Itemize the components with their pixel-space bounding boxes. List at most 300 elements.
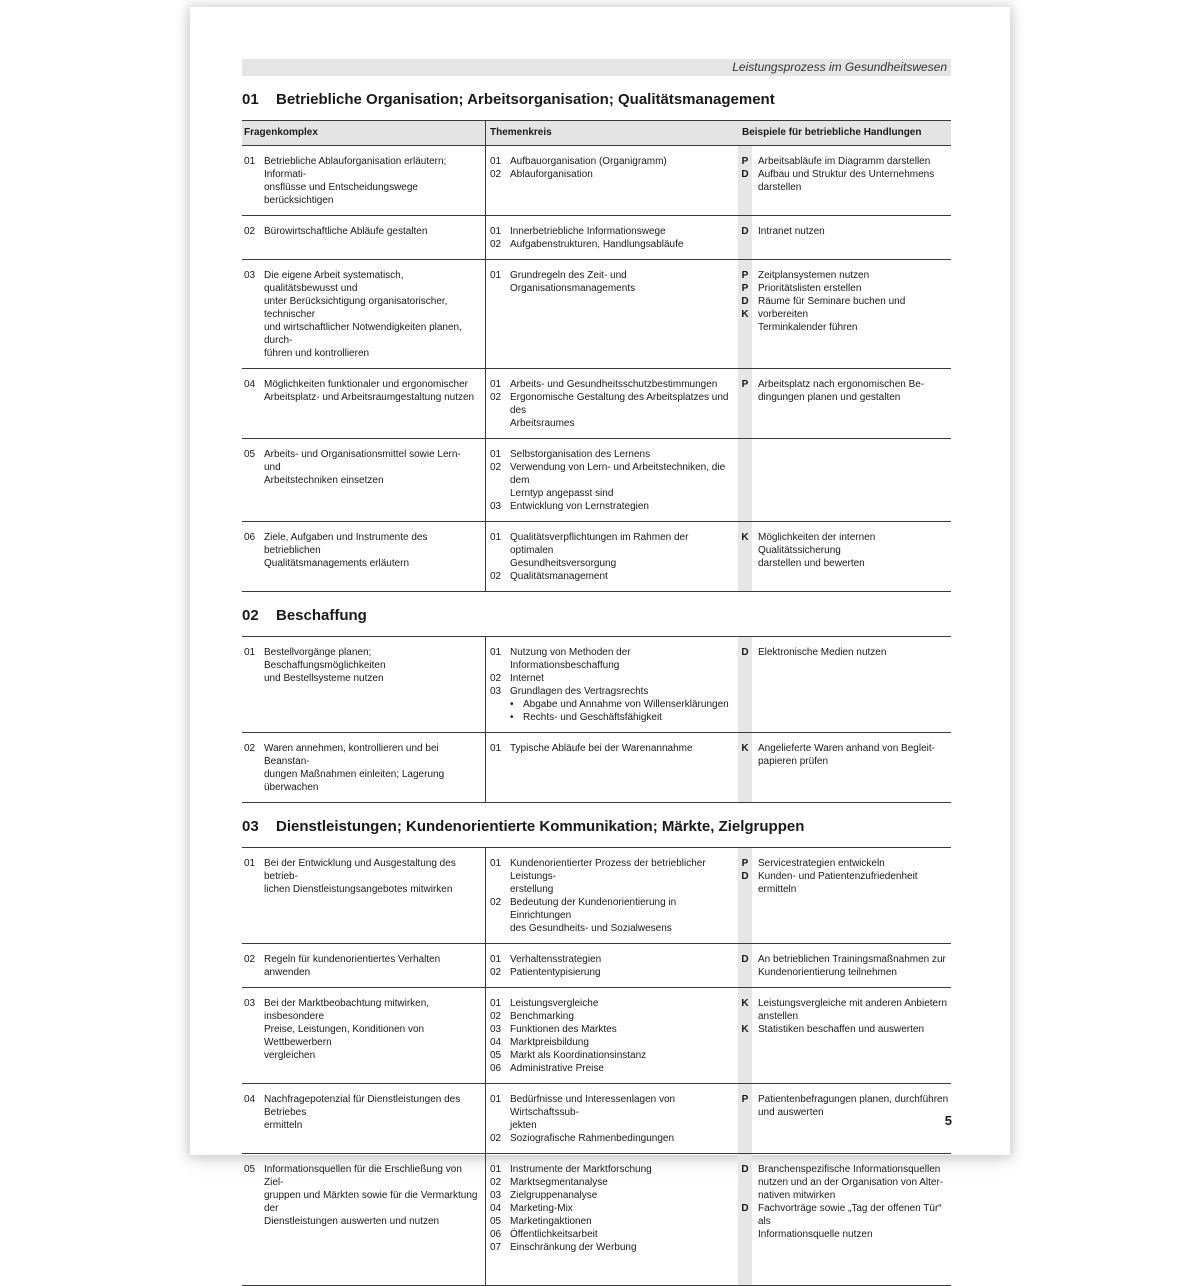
- themenkreis-cell: [485, 733, 738, 802]
- question-line: [244, 1163, 479, 1189]
- document-page: [190, 7, 1010, 1253]
- example-line: Kunden- und Patientenzufriedenheit ermitteln: [758, 871, 918, 895]
- question-number: 06: [244, 532, 256, 543]
- example-line: Terminkalender führen: [758, 322, 858, 333]
- table-row: [242, 637, 951, 733]
- fragenkomplex-cell: [242, 637, 485, 732]
- question-line: [244, 557, 479, 570]
- theme-text: jekten: [510, 1120, 537, 1131]
- column-themenkreis: Themenkreis: [485, 121, 738, 145]
- theme-text: Verhaltensstrategien: [510, 954, 602, 965]
- theme-number: 02: [490, 392, 502, 403]
- table-row: [242, 146, 951, 216]
- theme-bullet: [490, 698, 734, 711]
- question-number: 03: [244, 270, 256, 281]
- themenkreis-cell: [485, 637, 738, 732]
- theme-line: [490, 378, 734, 391]
- theme-text: Gesundheitsversorgung: [510, 558, 617, 569]
- question-line: [244, 295, 479, 321]
- table-row: [242, 1154, 951, 1286]
- theme-text: Patiententypisierung: [510, 967, 601, 978]
- theme-number: 03: [490, 1024, 502, 1035]
- theme-number: [490, 487, 510, 500]
- theme-line: [490, 487, 734, 500]
- question-text: Bürowirtschaftliche Abläufe gestalten: [264, 226, 428, 237]
- action-type-tag: P: [741, 1094, 749, 1105]
- example-line: anstellen: [758, 1011, 799, 1022]
- table-column-header: [242, 120, 951, 146]
- section-title: [242, 817, 951, 837]
- theme-line: [490, 742, 734, 755]
- action-type-tag: D: [741, 871, 749, 882]
- question-line: [244, 646, 479, 672]
- question-number: [244, 1215, 264, 1228]
- question-text: vergleichen: [264, 1050, 316, 1061]
- table-row: [242, 216, 951, 260]
- question-line: [244, 672, 479, 685]
- theme-line: [490, 1189, 734, 1202]
- theme-text: Kundenorientierter Prozess der betrieblicher Leistungs-: [510, 858, 706, 882]
- question-text: Preise, Leistungen, Konditionen von Wettbewerbern: [264, 1024, 425, 1048]
- bullet-text: Rechts- und Geschäftsfähigkeit: [523, 712, 662, 723]
- question-line: [244, 181, 479, 207]
- theme-text: Aufgabenstrukturen, Handlungsabläufe: [510, 239, 684, 250]
- example-line: Möglichkeiten der internen Qualitätssicherung: [758, 532, 876, 556]
- theme-number: 01: [490, 532, 502, 543]
- beispiele-cell: [752, 637, 951, 732]
- question-line: [244, 225, 479, 238]
- theme-line: [490, 1036, 734, 1049]
- theme-text: Internet: [510, 673, 544, 684]
- question-line: [244, 857, 479, 883]
- theme-number: 01: [490, 449, 502, 460]
- action-type-cell: [738, 988, 752, 1083]
- action-type-tag: D: [741, 169, 749, 180]
- theme-text: Funktionen des Marktes: [510, 1024, 617, 1035]
- theme-number: 03: [490, 1190, 502, 1201]
- theme-number: 02: [490, 462, 502, 473]
- table-row: [242, 988, 951, 1084]
- theme-number: 07: [490, 1242, 502, 1253]
- example-line: Patientenbefragungen planen, durchführen: [758, 1094, 949, 1105]
- action-type-tag: P: [741, 858, 749, 869]
- theme-number: 02: [490, 1133, 502, 1144]
- question-number: 05: [244, 449, 256, 460]
- theme-line: [490, 1215, 734, 1228]
- column-beispiele: Beispiele für betriebliche Handlungen: [742, 127, 922, 138]
- question-number: 02: [244, 954, 256, 965]
- theme-line: [490, 448, 734, 461]
- action-type-cell: [738, 1154, 752, 1285]
- question-number: [244, 672, 264, 685]
- theme-line: [490, 417, 734, 430]
- fragenkomplex-cell: [242, 439, 485, 521]
- theme-number: 02: [490, 673, 502, 684]
- theme-text: Entwicklung von Lernstrategien: [510, 501, 649, 512]
- question-line: [244, 1049, 479, 1062]
- question-number: [244, 1023, 264, 1049]
- action-type-cell: [738, 439, 752, 521]
- section-heading: Betriebliche Organisation; Arbeitsorganisation; Qualitätsmanagement: [276, 91, 775, 108]
- theme-line: [490, 857, 734, 883]
- fragenkomplex-cell: [242, 216, 485, 259]
- action-type-cell: [738, 260, 752, 368]
- theme-number: 04: [490, 1037, 502, 1048]
- question-text: lichen Dienstleistungsangebotes mitwirken: [264, 884, 453, 895]
- question-text: Regeln für kundenorientiertes Verhalten anwenden: [264, 954, 441, 978]
- theme-number: 01: [490, 379, 502, 390]
- themenkreis-cell: [485, 260, 738, 368]
- action-type-tag: [738, 1189, 752, 1202]
- theme-line: [490, 531, 734, 557]
- question-number: [244, 557, 264, 570]
- theme-number: 01: [490, 647, 502, 658]
- question-text: führen und kontrollieren: [264, 348, 370, 359]
- theme-text: Selbstorganisation des Lernens: [510, 449, 651, 460]
- question-number: 05: [244, 1164, 256, 1175]
- fragenkomplex-cell: [242, 1084, 485, 1153]
- theme-text: Ergonomische Gestaltung des Arbeitsplatzes und des: [510, 392, 729, 416]
- beispiele-cell: [752, 146, 951, 215]
- action-type-cell: [738, 369, 752, 438]
- theme-line: [490, 570, 734, 583]
- bullet-icon: •: [510, 699, 514, 710]
- question-line: [244, 378, 479, 391]
- theme-line: [490, 461, 734, 487]
- theme-text: Einschränkung der Werbung: [510, 1242, 637, 1253]
- theme-text: Typische Abläufe bei der Warenannahme: [510, 743, 693, 754]
- action-type-tag: [738, 755, 752, 768]
- question-number: [244, 391, 264, 404]
- table-row: [242, 439, 951, 522]
- action-type-cell: [738, 522, 752, 591]
- theme-line: [490, 672, 734, 685]
- example-line: Fachvorträge sowie „Tag der offenen Tür“ als: [758, 1203, 942, 1227]
- fragenkomplex-cell: [242, 369, 485, 438]
- question-line: [244, 448, 479, 474]
- question-number: [244, 181, 264, 207]
- question-text: onsflüsse und Entscheidungswege berücksichtigen: [264, 182, 418, 206]
- question-line: [244, 1023, 479, 1049]
- question-line: [244, 1189, 479, 1215]
- theme-line: [490, 966, 734, 979]
- beispiele-cell: [752, 848, 951, 943]
- theme-text: Benchmarking: [510, 1011, 574, 1022]
- question-text: Qualitätsmanagements erläutern: [264, 558, 410, 569]
- question-text: Bei der Marktbeobachtung mitwirken, insbesondere: [264, 998, 430, 1022]
- fragenkomplex-cell: [242, 988, 485, 1083]
- themenkreis-cell: [485, 1084, 738, 1153]
- question-text: dungen Maßnahmen einleiten; Lagerung überwachen: [264, 769, 445, 793]
- question-line: [244, 997, 479, 1023]
- section-table: [242, 146, 951, 592]
- theme-number: 02: [490, 1177, 502, 1188]
- theme-line: [490, 1241, 734, 1254]
- example-line: Statistiken beschaffen und auswerten: [758, 1024, 925, 1035]
- action-type-tag: K: [741, 532, 749, 543]
- action-type-tag: K: [741, 1024, 749, 1035]
- beispiele-cell: [752, 369, 951, 438]
- theme-text: Qualitätsmanagement: [510, 571, 608, 582]
- action-type-tag: D: [741, 226, 749, 237]
- theme-text: Aufbauorganisation (Organigramm): [510, 156, 667, 167]
- action-type-tag: P: [741, 379, 749, 390]
- theme-text: erstellung: [510, 884, 554, 895]
- example-line: Arbeitsabläufe im Diagramm darstellen: [758, 156, 931, 167]
- example-line: Branchenspezifische Informationsquellen: [758, 1164, 941, 1175]
- action-type-cell: [738, 1084, 752, 1153]
- section-heading: Beschaffung: [276, 607, 367, 624]
- page-content: [242, 59, 951, 1286]
- theme-text: Marketingaktionen: [510, 1216, 592, 1227]
- action-type-tag: [738, 1215, 752, 1228]
- fragenkomplex-cell: [242, 522, 485, 591]
- themenkreis-cell: [485, 848, 738, 943]
- theme-number: 01: [490, 156, 502, 167]
- beispiele-cell: [752, 988, 951, 1083]
- question-number: 03: [244, 998, 256, 1009]
- table-row: [242, 944, 951, 988]
- question-line: [244, 768, 479, 794]
- theme-text: Zielgruppenanalyse: [510, 1190, 598, 1201]
- theme-line: [490, 1202, 734, 1215]
- theme-number: [490, 883, 510, 896]
- beispiele-cell: [752, 944, 951, 987]
- beispiele-cell: [752, 260, 951, 368]
- question-text: Nachfragepotenzial für Dienstleistungen des Betriebes: [264, 1094, 461, 1118]
- question-text: unter Berücksichtigung organisatorischer, technischer: [264, 296, 448, 320]
- theme-number: 04: [490, 1203, 502, 1214]
- question-line: [244, 269, 479, 295]
- theme-number: 02: [490, 897, 502, 908]
- action-type-tag: D: [741, 296, 749, 307]
- theme-number: 01: [490, 1094, 502, 1105]
- question-number: 02: [244, 743, 256, 754]
- theme-line: [490, 557, 734, 570]
- theme-text: Ablauforganisation: [510, 169, 593, 180]
- theme-text: Qualitätsverpflichtungen im Rahmen der optimalen: [510, 532, 689, 556]
- action-type-tag: P: [741, 270, 749, 281]
- question-text: Informationsquellen für die Erschließung von Ziel-: [264, 1164, 462, 1188]
- question-text: Dienstleistungen auswerten und nutzen: [264, 1216, 440, 1227]
- question-line: [244, 474, 479, 487]
- question-text: Waren annehmen, kontrollieren und bei Beanstan-: [264, 743, 439, 767]
- theme-text: Lerntyp angepasst sind: [510, 488, 614, 499]
- question-text: Möglichkeiten funktionaler und ergonomischer: [264, 379, 469, 390]
- example-line: papieren prüfen: [758, 756, 829, 767]
- beispiele-cell: [752, 439, 951, 521]
- question-number: 01: [244, 858, 256, 869]
- section-number: 03: [242, 818, 259, 835]
- section-number: 01: [242, 91, 259, 108]
- action-type-cell: [738, 146, 752, 215]
- question-text: Bestellvorgänge planen; Beschaffungsmöglichkeiten: [264, 647, 386, 671]
- bullet-text: Abgabe und Annahme von Willenserklärungen: [523, 699, 729, 710]
- table-row: [242, 1084, 951, 1154]
- question-number: 01: [244, 647, 256, 658]
- action-type-tag: K: [741, 309, 749, 320]
- theme-line: [490, 168, 734, 181]
- theme-number: [490, 922, 510, 935]
- question-number: [244, 1119, 264, 1132]
- question-number: [244, 1189, 264, 1215]
- action-type-tag: [738, 544, 752, 557]
- theme-line: [490, 269, 734, 295]
- theme-line: [490, 896, 734, 922]
- action-type-tag: [738, 391, 752, 404]
- question-text: und wirtschaftlicher Notwendigkeiten planen, durch-: [264, 322, 462, 346]
- action-type-tag: [738, 1176, 752, 1189]
- fragenkomplex-cell: [242, 260, 485, 368]
- action-type-tag: [738, 1106, 752, 1119]
- action-type-cell: [738, 944, 752, 987]
- question-line: [244, 1215, 479, 1228]
- theme-number: 02: [490, 169, 502, 180]
- table-row: [242, 522, 951, 592]
- question-number: 04: [244, 1094, 256, 1105]
- example-line: An betrieblichen Trainingsmaßnahmen zur: [758, 954, 946, 965]
- theme-line: [490, 1023, 734, 1036]
- question-line: [244, 347, 479, 360]
- theme-number: 02: [490, 571, 502, 582]
- action-type-cell: [738, 637, 752, 732]
- theme-number: 06: [490, 1229, 502, 1240]
- theme-text: Administrative Preise: [510, 1063, 604, 1074]
- section-table: [242, 847, 951, 1286]
- theme-number: 02: [490, 1011, 502, 1022]
- theme-line: [490, 685, 734, 698]
- example-line: darstellen: [758, 182, 802, 193]
- question-text: Betriebliche Ablauforganisation erläutern; Informati-: [264, 156, 447, 180]
- question-text: ermitteln: [264, 1120, 303, 1131]
- theme-text: Grundregeln des Zeit- und Organisationsmanagements: [510, 270, 636, 294]
- themenkreis-cell: [485, 522, 738, 591]
- theme-bullet: [490, 711, 734, 724]
- theme-number: [490, 557, 510, 570]
- themenkreis-cell: [485, 369, 738, 438]
- theme-line: [490, 646, 734, 672]
- section-number: 02: [242, 607, 259, 624]
- theme-line: [490, 1228, 734, 1241]
- fragenkomplex-cell: [242, 1154, 485, 1285]
- action-type-tag: D: [741, 647, 749, 658]
- table-row: [242, 260, 951, 369]
- example-line: Elektronische Medien nutzen: [758, 647, 887, 658]
- theme-line: [490, 1062, 734, 1075]
- beispiele-cell: [752, 522, 951, 591]
- theme-number: 01: [490, 270, 502, 281]
- theme-number: 03: [490, 501, 502, 512]
- question-text: Ziele, Aufgaben und Instrumente des betrieblichen: [264, 532, 428, 556]
- theme-line: [490, 155, 734, 168]
- theme-number: [490, 1119, 510, 1132]
- theme-line: [490, 1049, 734, 1062]
- action-type-tag: [738, 966, 752, 979]
- action-type-tag: D: [741, 1203, 749, 1214]
- table-row: [242, 369, 951, 439]
- action-type-cell: [738, 848, 752, 943]
- action-type-tag: P: [741, 156, 749, 167]
- question-number: [244, 347, 264, 360]
- question-number: [244, 321, 264, 347]
- theme-text: Marktpreisbildung: [510, 1037, 589, 1048]
- example-line: dingungen planen und gestalten: [758, 392, 901, 403]
- action-type-tag: D: [741, 1164, 749, 1175]
- theme-number: 03: [490, 686, 502, 697]
- theme-line: [490, 500, 734, 513]
- theme-text: Öffentlichkeitsarbeit: [510, 1229, 598, 1240]
- example-line: Prioritätslisten erstellen: [758, 283, 862, 294]
- question-text: Arbeitsplatz- und Arbeitsraumgestaltung nutzen: [264, 392, 475, 403]
- section-heading: Dienstleistungen; Kundenorientierte Kommunikation; Märkte, Zielgruppen: [276, 818, 805, 835]
- themenkreis-cell: [485, 988, 738, 1083]
- theme-line: [490, 883, 734, 896]
- theme-text: Soziografische Rahmenbedingungen: [510, 1133, 675, 1144]
- theme-line: [490, 922, 734, 935]
- example-line: Kundenorientierung teilnehmen: [758, 967, 897, 978]
- fragenkomplex-cell: [242, 944, 485, 987]
- fragenkomplex-cell: [242, 146, 485, 215]
- action-type-tag: P: [741, 283, 749, 294]
- question-text: Arbeits- und Organisationsmittel sowie Lern- und: [264, 449, 461, 473]
- themenkreis-cell: [485, 216, 738, 259]
- theme-number: 05: [490, 1050, 502, 1061]
- theme-text: Bedeutung der Kundenorientierung in Einrichtungen: [510, 897, 677, 921]
- action-type-cell: [738, 216, 752, 259]
- theme-line: [490, 1163, 734, 1176]
- question-number: 01: [244, 156, 256, 167]
- theme-text: Instrumente der Marktforschung: [510, 1164, 652, 1175]
- column-fragenkomplex: Fragenkomplex: [244, 127, 318, 138]
- theme-line: [490, 997, 734, 1010]
- question-line: [244, 742, 479, 768]
- theme-text: des Gesundheits- und Sozialwesens: [510, 923, 672, 934]
- question-line: [244, 953, 479, 979]
- table-row: [242, 848, 951, 944]
- question-line: [244, 321, 479, 347]
- theme-text: Marketing-Mix: [510, 1203, 573, 1214]
- example-line: Leistungsvergleiche mit anderen Anbietern: [758, 998, 948, 1009]
- theme-line: [490, 1176, 734, 1189]
- theme-text: Marktsegmentanalyse: [510, 1177, 608, 1188]
- question-text: und Bestellsysteme nutzen: [264, 673, 384, 684]
- example-line: Aufbau und Struktur des Unternehmens: [758, 169, 935, 180]
- section-title: [242, 606, 951, 626]
- themenkreis-cell: [485, 439, 738, 521]
- example-line: Servicestrategien entwickeln: [758, 858, 885, 869]
- action-type-tag: K: [741, 998, 749, 1009]
- question-text: Die eigene Arbeit systematisch, qualitätsbewusst und: [264, 270, 404, 294]
- question-number: [244, 883, 264, 896]
- theme-text: Grundlagen des Vertragsrechts: [510, 686, 649, 697]
- theme-text: Leistungsvergleiche: [510, 998, 599, 1009]
- action-type-tag: D: [741, 954, 749, 965]
- example-line: und auswerten: [758, 1107, 824, 1118]
- theme-number: 02: [490, 967, 502, 978]
- question-text: Bei der Entwicklung und Ausgestaltung des betrieb-: [264, 858, 456, 882]
- theme-number: 06: [490, 1063, 502, 1074]
- theme-number: 01: [490, 858, 502, 869]
- question-line: [244, 155, 479, 181]
- theme-text: Innerbetriebliche Informationswege: [510, 226, 666, 237]
- question-line: [244, 391, 479, 404]
- question-number: [244, 474, 264, 487]
- theme-number: 02: [490, 239, 502, 250]
- theme-text: Markt als Koordinationsinstanz: [510, 1050, 647, 1061]
- theme-text: Arbeits- und Gesundheitsschutzbestimmungen: [510, 379, 718, 390]
- example-line: nutzen und an der Organisation von Alter-: [758, 1177, 944, 1188]
- theme-line: [490, 391, 734, 417]
